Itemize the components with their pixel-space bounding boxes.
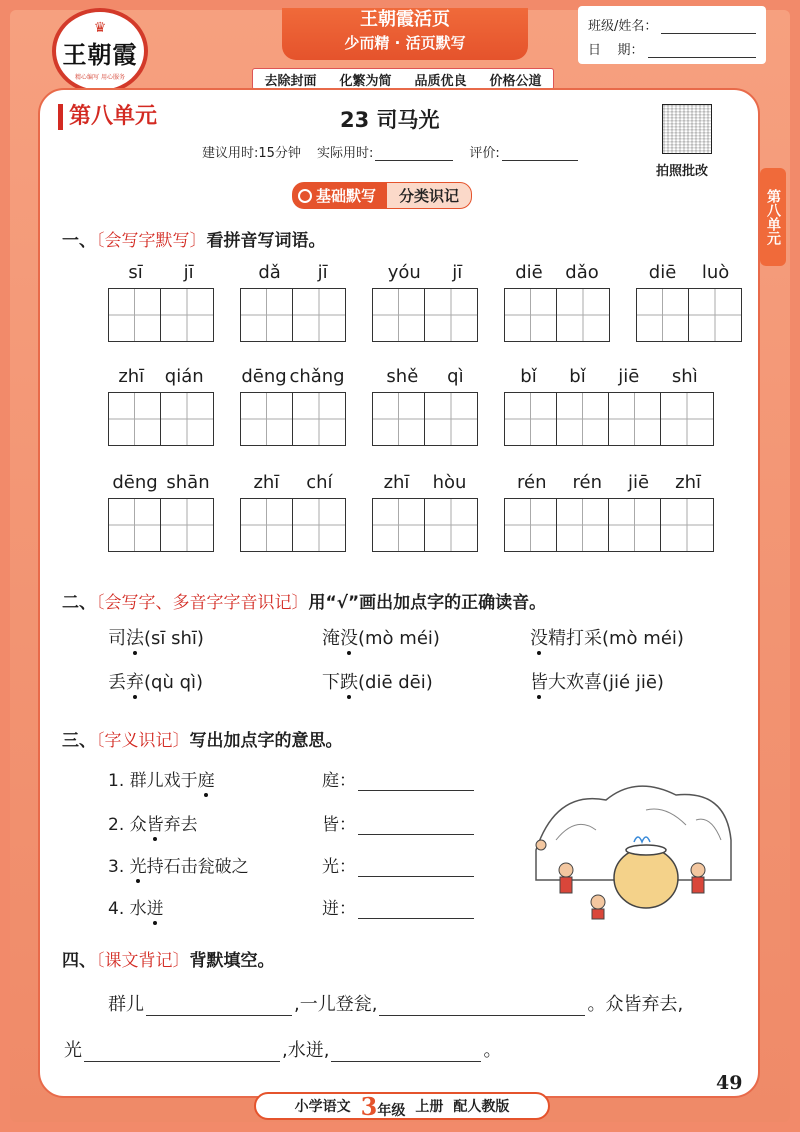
actual-time-field[interactable] [375,147,453,161]
word-part: 大欢喜 [548,672,602,693]
pinyin-syllable: sī [128,262,143,283]
answer-blank[interactable] [358,901,474,919]
rating-label: 评价: [469,146,500,161]
q3-number: 三、 [62,731,96,751]
tian-grid-box[interactable] [373,393,425,445]
pinyin-options[interactable]: (diē dēi) [358,672,433,693]
unit-title: 第八单元 [58,104,157,130]
q3-title [62,726,343,751]
pinyin-word-group [504,366,714,446]
tian-grid-box[interactable] [293,393,345,445]
pinyin-row [240,472,346,498]
tian-grid-box[interactable] [425,289,477,341]
dotted-char: 没 [530,628,548,649]
lesson-title: 23 司马光 [340,108,440,132]
pinyin-syllable: jī [183,262,194,283]
q1-category: 〔会写字默写〕 [96,231,207,251]
actual-time-label: 实际用时: [316,146,374,161]
pinyin-syllable: dēng [241,366,287,387]
sentence-part: 1. 群儿戏于 [108,771,198,791]
tian-grid-box[interactable] [425,499,477,551]
writing-boxes [240,498,346,552]
brand-title: 王朝霞活页 [360,9,450,30]
q4-prompt: 背默填空。 [189,951,275,971]
pinyin-options[interactable]: (sī shī) [144,628,204,649]
tian-grid-box[interactable] [161,393,213,445]
pinyin-options[interactable]: (mò méi) [358,628,440,649]
answer-label: 迸： [322,899,356,919]
date-field[interactable] [648,42,756,58]
recite-blank[interactable] [331,1044,481,1062]
qr-label: 拍照批改 [656,164,709,179]
brand-logo [52,8,148,94]
pinyin-syllable: dǎo [565,262,599,283]
tian-grid-box[interactable] [293,499,345,551]
recite-text: 。众皆弃去, [587,994,684,1015]
slogan-item: 去除封面 [264,73,317,89]
sentence-part: 3. [108,857,130,877]
tian-grid-box[interactable] [637,289,689,341]
slogan-item: 价格公道 [489,73,542,89]
tian-grid-box[interactable] [373,499,425,551]
meaning-answer [322,852,474,877]
writing-boxes [108,498,214,552]
brand-subtitle: 少而精 · 活页默写 [344,34,466,52]
answer-blank[interactable] [358,859,474,877]
footer-subject: 小学语文 [294,1099,351,1115]
recite-blank[interactable] [146,998,292,1016]
section-tabs [292,182,472,209]
recite-line-1 [108,990,683,1016]
q2-number: 二、 [62,593,96,613]
meaning-answer [322,894,474,919]
pinyin-word-group [240,472,346,552]
pinyin-syllable: shān [166,472,210,493]
pinyin-syllable: dēng [112,472,158,493]
tab-category[interactable]: 分类识记 [386,182,472,209]
tian-grid-box[interactable] [609,499,661,551]
reading-item [108,668,203,694]
logo-name: 王朝霞 [62,40,138,69]
writing-boxes [504,498,714,552]
logo-tag: 精心编写 用心服务 [75,74,125,81]
pinyin-syllable: zhī [383,472,410,493]
sentence-part: 弃去 [163,815,198,835]
time-meta [202,142,578,161]
pinyin-syllable: jī [317,262,328,283]
pinyin-row [108,472,214,498]
tian-grid-box[interactable] [161,289,213,341]
pinyin-word-group [504,472,714,552]
pinyin-word-group [108,472,214,552]
rating-field[interactable] [502,147,578,161]
footer-edition-text: 配人教版 [453,1099,510,1115]
recite-blank[interactable] [379,998,585,1016]
answer-label: 庭： [322,771,356,791]
word-part: 下 [322,672,340,693]
pinyin-syllable: zhī [253,472,280,493]
meaning-sentence [108,810,198,835]
pinyin-syllable: zhī [118,366,145,387]
pinyin-syllable: jī [452,262,463,283]
writing-boxes [108,288,214,342]
recite-blank[interactable] [84,1044,280,1062]
crown-icon: ♛ [93,20,107,36]
medal-icon [298,189,312,203]
pinyin-word-group [504,262,610,342]
reading-item [530,624,684,650]
q4-category: 〔课文背记〕 [96,951,190,971]
tian-grid-box[interactable] [109,289,161,341]
footer-edition [254,1092,550,1120]
pinyin-syllable: rén [517,472,547,493]
pinyin-word-group [372,366,478,446]
writing-boxes [504,288,610,342]
meaning-answer [322,766,474,791]
writing-boxes [240,392,346,446]
q2-category: 〔会写字、多音字字音识记〕 [96,593,309,613]
meaning-answer [322,810,474,835]
tian-grid-box[interactable] [609,393,661,445]
date-label: 日 期： [588,43,644,58]
q4-title [62,946,275,971]
reading-item [108,624,204,650]
q4-number: 四、 [62,951,96,971]
pinyin-row [372,472,478,498]
word-part: 司 [108,628,126,649]
meaning-sentence [108,894,164,919]
tab-basic[interactable] [292,182,386,209]
dotted-char: 弃 [126,672,144,693]
answer-label: 皆： [322,815,356,835]
recite-text: 。 [483,1040,502,1061]
pinyin-syllable: yóu [387,262,421,283]
tian-grid-box[interactable] [161,499,213,551]
tian-grid-box[interactable] [557,499,609,551]
recite-text: ,一儿登瓮, [294,994,378,1015]
side-unit-tab: 第八单元 [760,168,786,266]
reading-item [530,668,664,694]
tian-grid-box[interactable] [557,393,609,445]
class-name-label: 班级/姓名： [588,19,658,34]
tian-grid-box[interactable] [505,393,557,445]
pinyin-word-group [372,262,478,342]
suggested-time: 建议用时:15分钟 [202,146,301,161]
dotted-char: 没 [340,628,358,649]
pinyin-options[interactable]: (jié jiē) [602,672,664,693]
answer-blank[interactable] [358,817,474,835]
word-part: 淹 [322,628,340,649]
pinyin-syllable: dǎ [258,262,281,283]
writing-boxes [372,288,478,342]
reading-item [322,624,440,650]
pinyin-word-group [240,262,346,342]
tian-grid-box[interactable] [689,289,741,341]
qr-code[interactable] [662,104,712,154]
pinyin-options[interactable]: (mò méi) [602,628,684,649]
pinyin-row [372,262,478,288]
q2-prompt: 用“√”画出加点字的正确读音。 [308,593,547,613]
page-number: 49 [716,1072,743,1094]
tian-grid-box[interactable] [557,289,609,341]
pinyin-syllable: hòu [432,472,467,493]
footer-grade: 3 [360,1091,378,1121]
pinyin-syllable: shì [671,366,698,387]
q3-category: 〔字义识记〕 [96,731,190,751]
answer-label: 光： [322,857,356,877]
pinyin-word-group [636,262,742,342]
pinyin-syllable: qián [164,366,204,387]
slogan-item: 品质优良 [414,73,467,89]
dotted-char: 跌 [340,672,358,693]
tian-grid-box[interactable] [661,499,713,551]
pinyin-row [636,262,742,288]
recite-text: 光 [64,1040,82,1061]
q3-prompt: 写出加点字的意思。 [189,731,343,751]
tian-grid-box[interactable] [109,499,161,551]
writing-boxes [108,392,214,446]
pinyin-word-group [372,472,478,552]
pinyin-word-group [108,262,214,342]
pinyin-row [504,262,610,288]
meaning-sentence [108,852,249,877]
meaning-sentence [108,766,215,791]
brand-banner [282,8,528,60]
sentence-part: 持石击瓮破之 [146,857,249,877]
pinyin-syllable: diē [515,262,543,283]
pinyin-syllable: jiē [628,472,650,493]
class-name-field[interactable] [661,18,756,34]
pinyin-syllable: chí [306,472,333,493]
pinyin-syllable: bǐ [569,366,586,387]
tian-grid-box[interactable] [661,393,713,445]
writing-boxes [240,288,346,342]
pinyin-row [372,366,478,392]
pinyin-syllable: luò [701,262,730,283]
pinyin-syllable: zhī [675,472,701,493]
tian-grid-box[interactable] [505,499,557,551]
pinyin-options[interactable]: (qù qì) [144,672,204,693]
pinyin-syllable: qì [447,366,464,387]
pinyin-word-group [240,366,346,446]
tian-grid-box[interactable] [109,393,161,445]
writing-boxes [372,392,478,446]
reading-item [322,668,433,694]
writing-boxes [372,498,478,552]
dotted-char: 光 [129,857,147,877]
answer-blank[interactable] [358,773,474,791]
pinyin-syllable: jiē [618,366,640,387]
word-part: 丢 [108,672,126,693]
tian-grid-box[interactable] [425,393,477,445]
pinyin-syllable: bǐ [520,366,537,387]
recite-text: 群儿 [108,994,144,1015]
footer-volume: 上册 [415,1099,444,1115]
sentence-part: 2. 众 [108,815,147,835]
dotted-char: 庭 [197,771,215,791]
recite-text: ,水迸, [282,1040,330,1061]
slogan-item: 化繁为简 [339,73,392,89]
dotted-char: 法 [126,628,144,649]
slogan-bar [252,68,554,90]
tian-grid-box[interactable] [241,499,293,551]
footer-grade-suffix: 年级 [377,1102,406,1119]
pinyin-row [108,366,214,392]
tian-grid-box[interactable] [505,289,557,341]
pinyin-syllable: chǎng [289,366,345,387]
tian-grid-box[interactable] [241,393,293,445]
q1-number: 一、 [62,231,96,251]
tian-grid-box[interactable] [373,289,425,341]
pinyin-syllable: shě [386,366,419,387]
dotted-char: 皆 [146,815,164,835]
word-part: 精打采 [548,628,602,649]
tian-grid-box[interactable] [293,289,345,341]
pinyin-syllable: rén [572,472,603,493]
tian-grid-box[interactable] [241,289,293,341]
writing-boxes [504,392,714,446]
sima-guang-illustration [526,770,736,920]
pinyin-word-group [108,366,214,446]
q2-title [62,588,546,613]
q1-prompt: 看拼音写词语。 [206,231,326,251]
pinyin-syllable: diē [648,262,677,283]
pinyin-row [504,366,714,392]
dotted-char: 皆 [530,672,548,693]
pinyin-row [108,262,214,288]
dotted-char: 迸 [146,899,164,919]
q1-title [62,226,326,251]
tab-basic-label: 基础默写 [316,187,377,205]
pinyin-row [504,472,714,498]
recite-line-2 [64,1036,501,1062]
writing-boxes [636,288,742,342]
pinyin-row [240,366,346,392]
sentence-part: 4. 水 [108,899,147,919]
pinyin-row [240,262,346,288]
student-info-box [578,6,766,64]
